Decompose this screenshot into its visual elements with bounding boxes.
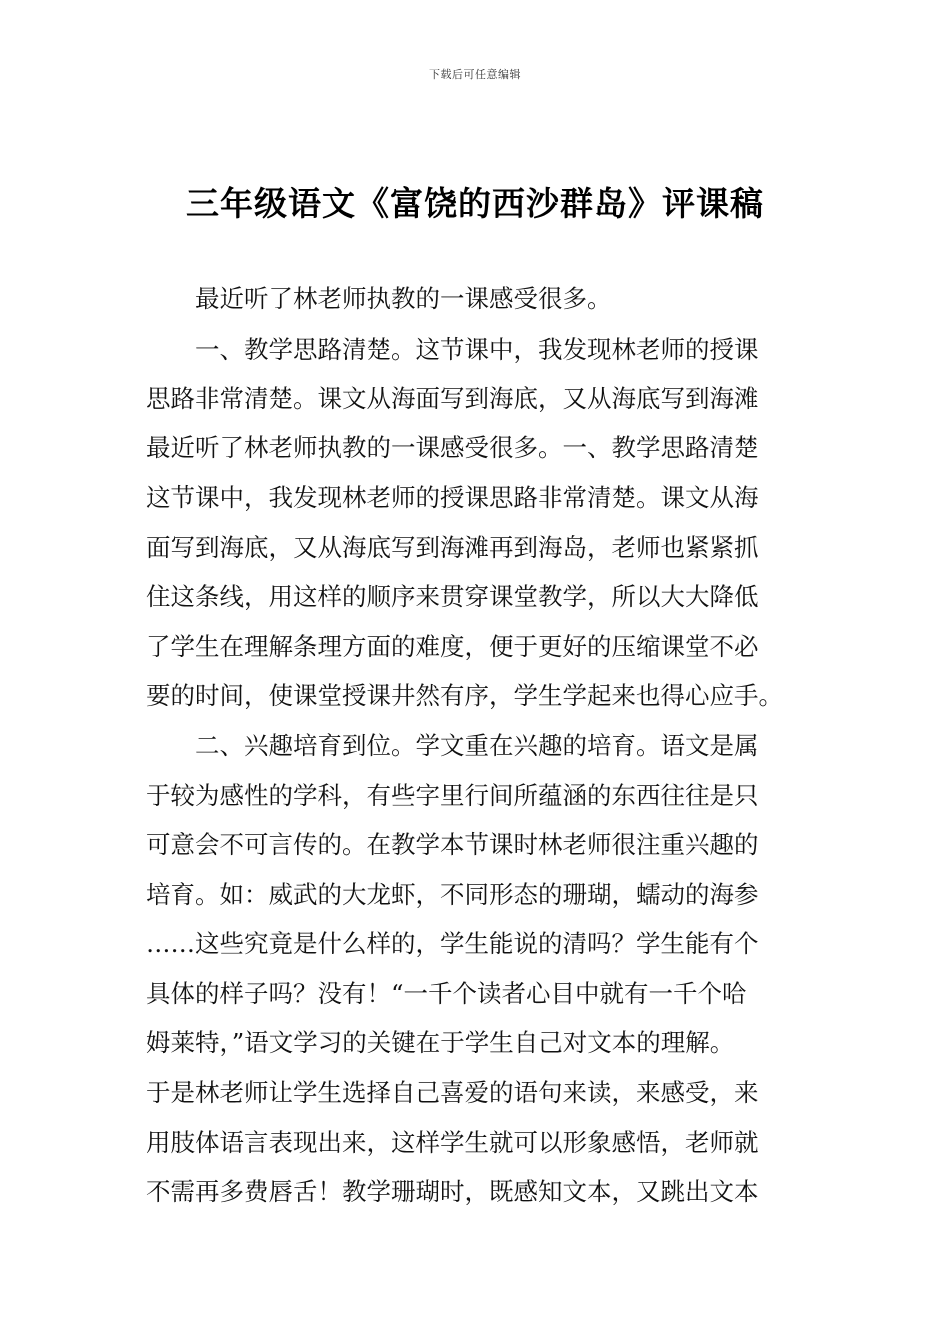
paragraph-line: 不需再多费唇舌！教学珊瑚时，既感知文本，又跳出文本 — [146, 1177, 759, 1206]
paragraph-line: 姆莱特，”语文学习的关键在于学生自己对文本的理解。 — [146, 1028, 735, 1057]
paragraph-line: 住这条线，用这样的顺序来贯穿课堂教学，所以大大降低 — [146, 582, 759, 611]
page-header: 下载后可任意编辑 — [429, 68, 521, 81]
paragraph-line: 于是林老师让学生选择自己喜爱的语句来读，来感受，来 — [146, 1078, 759, 1107]
paragraph-line: 一、教学思路清楚。这节课中，我发现林老师的授课 — [195, 335, 759, 364]
paragraph-line: 面写到海底，又从海底写到海滩再到海岛，老师也紧紧抓 — [146, 533, 759, 562]
paragraph-line: 可意会不可言传的。在教学本节课时林老师很注重兴趣的 — [146, 830, 759, 859]
paragraph-line: 二、兴趣培育到位。学文重在兴趣的培育。语文是属 — [195, 731, 759, 760]
paragraph-line: 这节课中，我发现林老师的授课思路非常清楚。课文从海 — [146, 483, 759, 512]
paragraph-line: 最近听了林老师执教的一课感受很多。 — [195, 284, 612, 313]
paragraph-line: 具体的样子吗？没有！“一千个读者心目中就有一千个哈 — [146, 979, 747, 1008]
document-title: 三年级语文《富饶的西沙群岛》评课稿 — [186, 184, 764, 223]
paragraph-line: 培育。如：威武的大龙虾，不同形态的珊瑚，蠕动的海参 — [146, 880, 759, 909]
paragraph-line: 最近听了林老师执教的一课感受很多。一、教学思路清楚 — [146, 433, 759, 462]
paragraph-line: 于较为感性的学科，有些字里行间所蕴涵的东西往往是只 — [146, 781, 759, 810]
paragraph-line: ……这些究竟是什么样的，学生能说的清吗？学生能有个 — [146, 929, 759, 958]
paragraph-line: 要的时间，使课堂授课井然有序，学生学起来也得心应手。 — [146, 681, 783, 710]
paragraph-line: 了学生在理解条理方面的难度，便于更好的压缩课堂不必 — [146, 632, 759, 661]
paragraph-line: 思路非常清楚。课文从海面写到海底，又从海底写到海滩 — [146, 384, 759, 413]
paragraph-line: 用肢体语言表现出来，这样学生就可以形象感悟，老师就 — [146, 1128, 759, 1157]
